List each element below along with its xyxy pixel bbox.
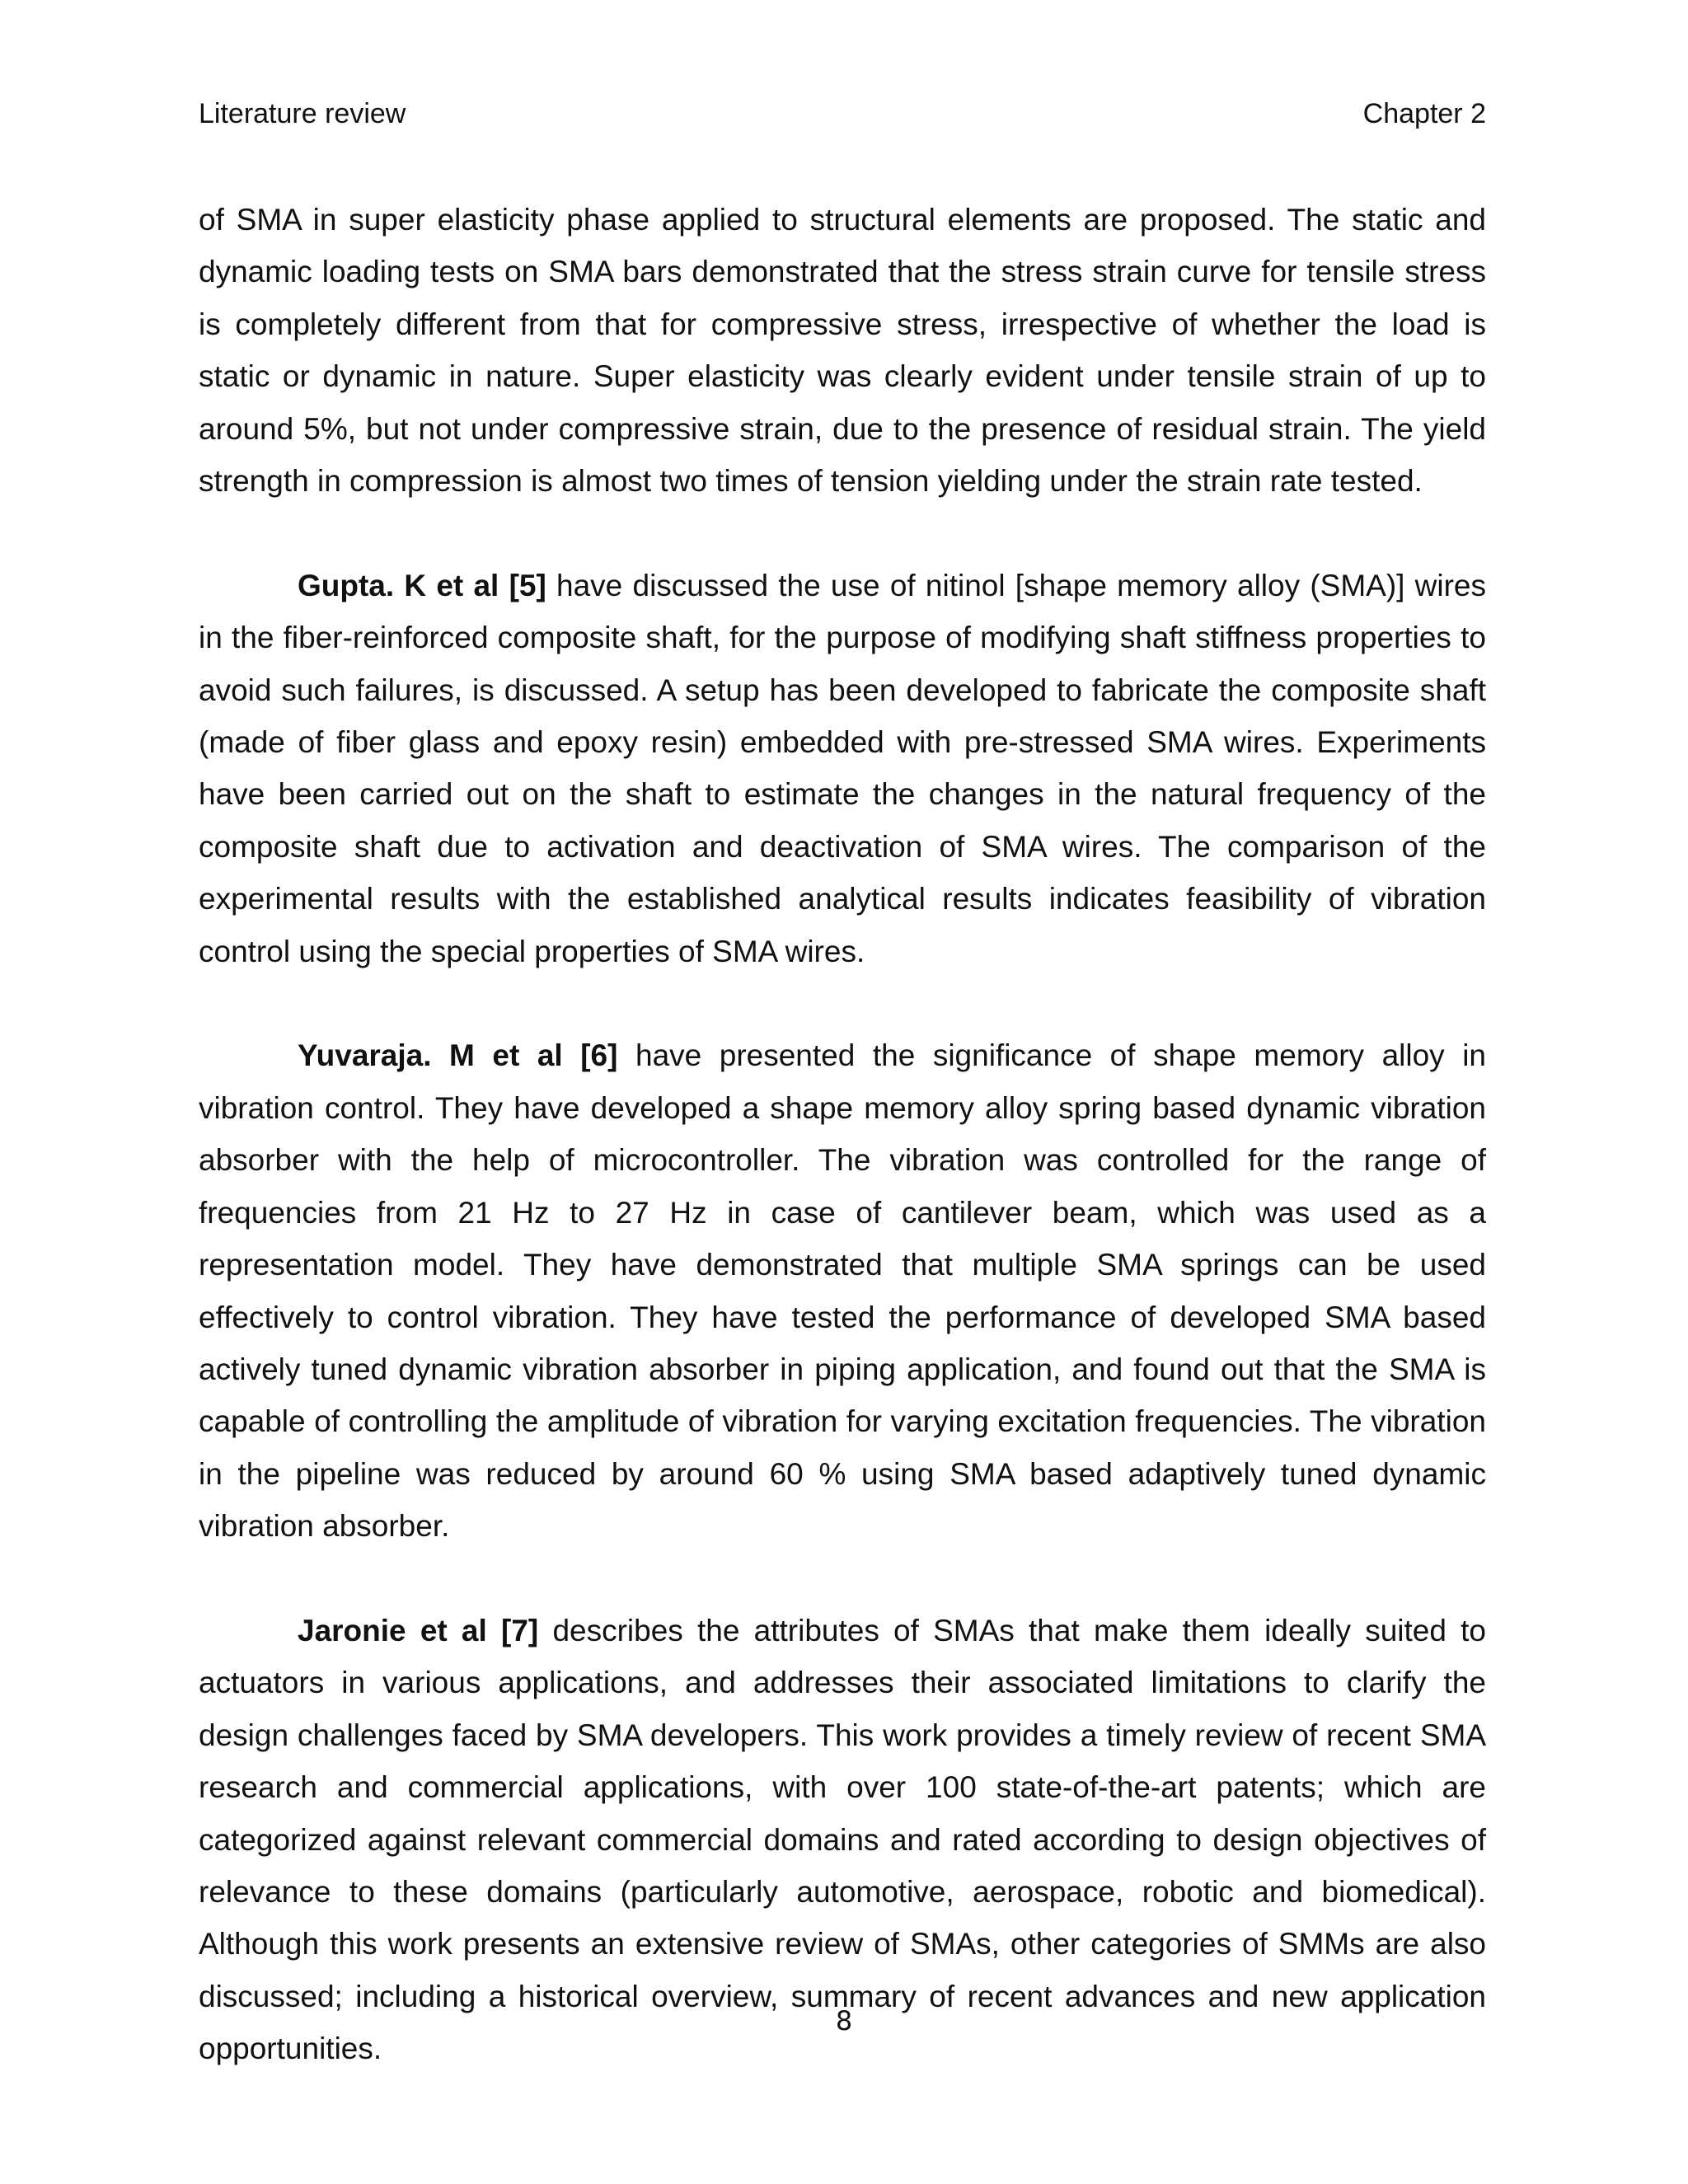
paragraph-text: have discussed the use of nitinol [shape memory alloy (SMA)] wires in the fiber-reinforced composite shaft, for the purpose of modifying shaft stiffness properties to avoid such failures, is discussed. A setup has been developed to fabricate the composite shaft (made of fiber glass and epoxy resin) embedded with pre-stressed SMA wires. Experiments have been carried out on the shaft to estimate the changes in the natural frequency of the composite shaft due to activation and deactivation of SMA wires. The comparison of the experimental results with the established analytical results indicates feasibility of vibration control using the special properties of SMA wires. — [199, 568, 1486, 968]
citation-lead-gupta: Gupta. K et al [5] — [298, 568, 546, 602]
page-number: 8 — [835, 2005, 853, 2036]
paragraph-gupta — [199, 560, 1486, 977]
paragraph-text: have presented the significance of shape memory alloy in vibration control. They have developed a shape memory alloy spring based dynamic vibration absorber with the help of microcontroller. The vibration was controlled for the range of frequencies from 21 Hz to 27 Hz in case of cantilever beam, which was used as a representation model. They have demonstrated that multiple SMA springs can be used effectively to control vibration. They have tested the performance of developed SMA based actively tuned dynamic vibration absorber in piping application, and found out that the SMA is capable of controlling the amplitude of vibration for varying excitation frequencies. The vibration in the pipeline was reduced by around 60 % using SMA based adaptively tuned dynamic vibration absorber. — [199, 1038, 1486, 1544]
header-chapter-label: Chapter 2 — [1362, 98, 1486, 129]
paragraph-continuation — [199, 194, 1486, 507]
citation-lead-yuvaraja: Yuvaraja. M et al [6] — [298, 1038, 618, 1073]
citation-lead-jaronie: Jaronie et al [7] — [298, 1613, 539, 1647]
paragraph-text: describes the attributes of SMAs that make them ideally suited to actuators in various applications, and addresses their associated limitations to clarify the design challenges faced by SMA developers. This work provides a timely review of recent SMA research and commercial applications, with over 100 state-of-the-art patents; which are categorized against relevant commercial domains and rated according to design objectives of relevance to these domains (particularly automotive, aerospace, robotic and biomedical). Although this work presents an extensive review of SMAs, other categories of SMMs are also discussed; including a historical overview, summary of recent advances and new application opportunities. — [199, 1613, 1486, 2066]
running-header — [199, 97, 1486, 130]
paragraph-text: of SMA in super elasticity phase applied to structural elements are proposed. The static and dynamic loading tests on SMA bars demonstrated that the stress strain curve for tensile stress is completely different from that for compressive stress, irrespective of whether the load is static or dynamic in nature. Super elasticity was clearly evident under tensile strain of up to around 5%, but not under compressive strain, due to the presence of residual strain. The yield strength in compression is almost two times of tension yielding under the strain rate tested. — [199, 203, 1486, 499]
body-text — [199, 194, 1486, 2127]
paragraph-yuvaraja — [199, 1029, 1486, 1552]
header-section-title: Literature review — [199, 98, 406, 129]
